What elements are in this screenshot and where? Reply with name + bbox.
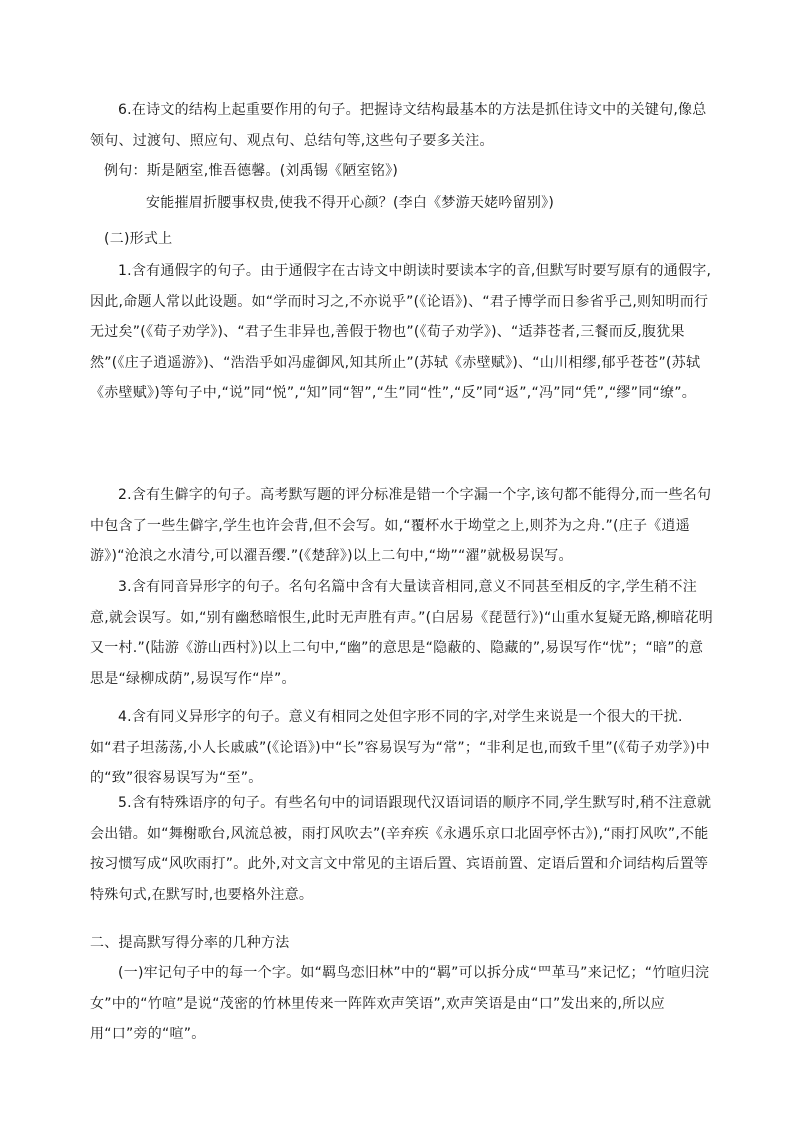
paragraph-homophone-characters: 3.含有同音异形字的句子。名句名篇中含有大量读音相同,意义不同甚至相反的字,学生稍不注意,就会误写。如,“别有幽愁暗恨生,此时无声胜有声。”(白居易《琵琶行》)“山重水复疑无路,柳暗花明又一村.”(陆游《游山西村》)以上二句中,“幽”的意思是“隐蔽的、隐藏的”,易误写作“忧”；“暗”的意思是“绿柳成荫”,易误写作“岸”。 — [90, 579, 713, 687]
paragraph-tongjia-characters: 1.含有通假字的句子。由于通假字在古诗文中朗读时要读本字的音,但默写时要写原有的通假字,因此,命题人常以此设题。如“学而时习之,不亦说乎”(《论语》)、“君子博学而日参省乎己,则知明而行无过矣”(《荀子劝学》)、“君子生非异也,善假于物也”(《荀子劝学》)、“适莽苍者,三餐而反,腹犹果然”(《庄子逍遥游》)、“浩浩乎如冯虚御风,知其所止”(苏轼《赤壁赋》)、“山川相缪,郁乎苍苍”(苏轼《赤壁赋》)等句子中,“说”同“悦”,“知”同“智”,“生”同“性”,“反”同“返”,“冯”同“凭”,“缪”同“缭”。 — [90, 263, 712, 401]
paragraph-structure-sentences: 6.在诗文的结构上起重要作用的句子。把握诗文结构最基本的方法是抓住诗文中的关键句,像总领句、过渡句、照应句、观点句、总结句等,这些句子要多关注。 — [90, 102, 707, 149]
example-sentence-2: 安能摧眉折腰事权贵,使我不得开心颜？(李白《梦游天姥吟留别》) — [146, 195, 555, 211]
paragraph-synonym-characters: 4.含有同义异形字的句子。意义有相同之处但字形不同的字,对学生来说是一个很大的干扰.如“君子坦荡荡,小人长戚戚”(《论语》)中“长”容易误写为“常”；“非利足也,而致千里”(《荀子劝学》)中的“致”很容易误写为“至”。 — [90, 709, 711, 786]
paragraph-special-word-order: 5.含有特殊语序的句子。有些名句中的词语跟现代汉语词语的顺序不同,学生默写时,稍不注意就会出错。如“舞榭歌台,风流总被，雨打风吹去”(辛弃疾《永遇乐京口北固亭怀古》),“雨打风吹”,不能按习惯写成“风吹雨打”。此外,对文言文中常见的主语后置、宾语前置、定语后置和介词结构后置等特殊句式,在默写时,也要格外注意。 — [90, 795, 712, 903]
section-heading-form: (二)形式上 — [104, 231, 173, 247]
section-heading-methods: 二、提高默写得分率的几种方法 — [90, 935, 290, 951]
paragraph-memorize-characters: (一)牢记句子中的每一个字。如“羁鸟恋旧林”中的“羁”可以拆分成“罒革马”来记忆；“竹喧归浣女”中的“竹喧”是说“茂密的竹林里传来一阵阵欢声笑语”,欢声笑语是由“口”发出来的,所以应用“口”旁的“喧”。 — [90, 965, 710, 1042]
paragraph-rare-characters: 2.含有生僻字的句子。高考默写题的评分标准是错一个字漏一个字,该句都不能得分,而一些名句中包含了一些生僻字,学生也许会背,但不会写。如,“覆杯水于坳堂之上,则芥为之舟.”(庄子《逍遥游》)“沧浪之水清兮,可以濯吾缨.”(《楚辞》)以上二句中,“坳”“濯”就极易误写。 — [90, 487, 712, 564]
example-sentence-1: 例句：斯是陋室,惟吾德馨。(刘禹锡《陋室铭》) — [104, 163, 399, 179]
